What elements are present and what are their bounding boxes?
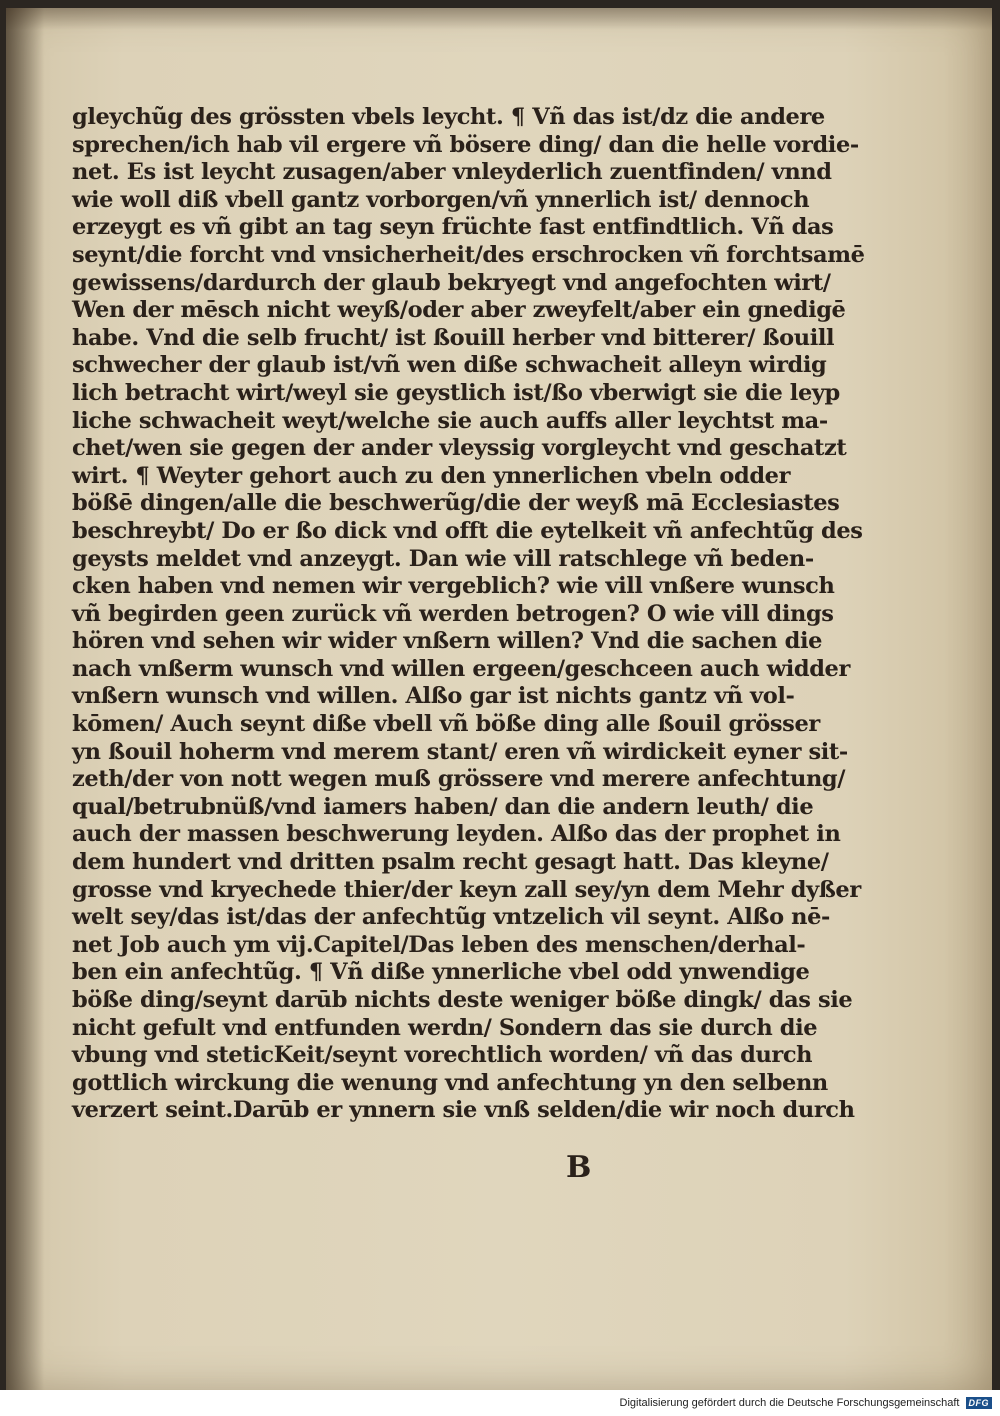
text-line: dem hundert vnd dritten psalm recht gesagt hatt. Das kleyne/ [72,849,829,876]
text-line: grosse vnd kryechede thier/der keyn zall sey/yn dem Mehr dyßer [72,876,861,903]
text-line: böße ding/seynt darūb nichts deste weniger böße dingk/ das sie [72,987,853,1013]
text-line: nicht gefult vnd entfunden werdn/ Sondern das sie durch die [72,1014,818,1041]
text-line: Wen der mēsch nicht weyß/oder aber zweyfelt/aber ein gnedigē [72,297,846,324]
text-line: cken haben vnd nemen wir vergeblich? wie vill vnßere wunsch [72,573,835,600]
dfg-logo: DFG [966,1397,993,1409]
footer-bar [0,1390,1000,1416]
text-line: vbung vnd steticKeit/seynt vorechtlich worden/ vñ das durch [72,1042,813,1069]
footer-credit: Digitalisierung gefördert durch die Deutsche Forschungsgemeinschaft [619,1397,960,1409]
text-line: vnßern wunsch vnd willen. Alßo gar ist nichts gantz vñ vol- [72,683,795,710]
text-line: schwecher der glaub ist/vñ wen diße schwacheit alleyn wirdig [72,352,827,379]
text-line: wie woll diß vbell gantz vorborgen/vñ ynnerlich ist/ dennoch [72,186,810,213]
text-line: wirt. ¶ Weyter gehort auch zu den ynnerlichen vbeln odder [72,462,791,489]
text-line: gewissens/dardurch der glaub bekryegt vnd angefochten wirt/ [72,269,831,296]
text-line: geysts meldet vnd anzeygt. Dan wie vill ratschlege vñ beden- [72,545,814,572]
text-line: lich betracht wirt/weyl sie geystlich ist/ßo vberwigt sie die leyp [72,379,840,406]
text-line: liche schwacheit weyt/welche sie auch auffs aller leychtst ma- [72,407,828,434]
text-line: seynt/die forcht vnd vnsicherheit/des erschrocken vñ forchtsamē [72,241,865,268]
text-line: habe. Vnd die selb frucht/ ist ßouill herber vnd bitterer/ ßouill [72,324,835,351]
text-line: welt sey/das ist/das der anfechtũg vntzelich vil seynt. Alßo nē- [72,904,830,931]
text-line: ben ein anfechtũg. ¶ Vñ diße ynnerliche vbel odd ynwendige [72,959,810,986]
text-line: beschreybt/ Do er ßo dick vnd offt die eytelkeit vñ anfechtũg des [72,517,863,544]
text-line: verzert seint.Darūb er ynnern sie vnß selden/die wir noch durch [72,1097,855,1124]
text-line: zeth/der von nott wegen muß grössere vnd merere anfechtung/ [72,766,846,793]
text-line: yn ßouil hoherm vnd merem stant/ eren vñ wirdickeit eyner sit- [72,738,848,765]
text-line: kōmen/ Auch seynt diße vbell vñ böße ding alle ßouil grösser [72,711,820,738]
text-line: erzeygt es vñ gibt an tag seyn früchte fast entfindtlich. Vñ das [72,214,834,241]
signature-mark: B [566,1150,592,1185]
text-line: chet/wen sie gegen der ander vleyssig vorgleycht vnd geschatzt [72,435,847,462]
text-line: hören vnd sehen wir wider vnßern willen? Vnd die sachen die [72,628,823,655]
text-line: net Job auch ym vij.Capitel/Das leben des menschen/derhal- [72,931,806,958]
text-line: bößē dingen/alle die beschwerũg/die der weyß mā Ecclesiastes [72,490,840,517]
text-line: net. Es ist leycht zusagen/aber vnleyderlich zuentfinden/ vnnd [72,159,832,186]
text-line: nach vnßerm wunsch vnd willen ergeen/geschceen auch widder [72,655,850,682]
text-line: sprechen/ich hab vil ergere vñ bösere ding/ dan die helle vordie- [72,131,859,158]
text-line: qual/betrubnüß/vnd iamers haben/ dan die andern leuth/ die [72,793,814,820]
text-line: auch der massen beschwerung leyden. Alßo das der prophet in [72,821,841,848]
page-text [72,104,865,1125]
text-line: gottlich wirckung die wenung vnd anfechtung yn den selbenn [72,1069,828,1096]
text-line: gleychũg des grössten vbels leycht. ¶ Vñ das ist/dz die andere [72,104,825,130]
text-line: vñ begirden geen zurück vñ werden betrogen? O wie vill dings [72,600,834,627]
